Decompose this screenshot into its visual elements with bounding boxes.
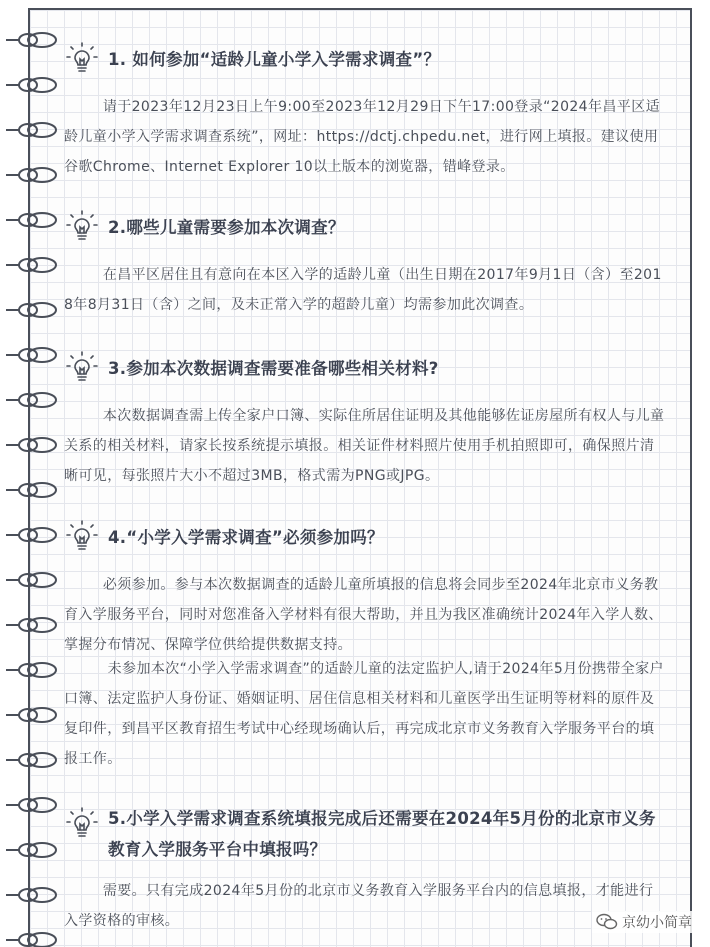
question-3: [62, 347, 439, 387]
spiral-ring: [6, 78, 56, 92]
spiral-ring: [6, 753, 56, 767]
spiral-ring: [6, 33, 56, 47]
spiral-ring: [6, 708, 56, 722]
answer-4-paragraph-2: 未参加本次“小学入学需求调查”的适龄儿童的法定监护人,请于2024年5月份携带全家户口簿、法定监护人身份证、婚姻证明、居住信息相关材料和儿童医学出生证明等材料的原件及复印件，到昌平区教育招生考试中心经现场确认后，再完成北京市义务教育入学服务平台的填报工作。: [64, 661, 664, 767]
spiral-ring: [6, 303, 56, 317]
answer-4-paragraph-1: 必须参加。参与本次数据调查的适龄儿童所填报的信息将会同步至2024年北京市义务教育入学服务平台，同时对您准备入学材料有很大帮助，并且为我区准确统计2024年入学人数、掌握分布情况、保障学位供给提供数据支持。: [64, 577, 663, 653]
spiral-ring: [6, 843, 56, 857]
wechat-icon: [596, 913, 618, 931]
lightbulb-icon: [62, 516, 102, 556]
spiral-ring: [6, 213, 56, 227]
question-2: [62, 206, 345, 246]
spiral-ring: [6, 393, 56, 407]
lightbulb-icon: [62, 206, 102, 246]
spiral-ring: [6, 168, 56, 182]
answer-3: 本次数据调查需上传全家户口簿、实际住所居住证明及其他能够佐证房屋所有权人与儿童关系的相关材料，请家长按系统提示填报。相关证件材料照片使用手机拍照即可，确保照片清晰可见，每张照片大小不超过3MB，格式需为PNG或JPG。: [64, 408, 665, 484]
answer-5: 需要。只有完成2024年5月份的北京市义务教育入学服务平台内的信息填报，才能进行入学资格的审核。: [64, 883, 654, 929]
spiral-ring: [6, 528, 56, 542]
watermark-label: 京幼小简章: [622, 915, 692, 931]
question-5-title: 5.小学入学需求调查系统填报完成后还需要在2024年5月份的北京市义务教育入学服务平台中填报吗？: [108, 809, 656, 859]
lightbulb-icon: [62, 38, 102, 78]
answer-1: 请于2023年12月23日上午9:00至2023年12月29日下午17:00登录“2024年昌平区适龄儿童小学入学需求调查系统”，网址：https://dctj.chpedu.net，进行网上填报。建议使用谷歌Chrome、Internet Explorer 10以上版本的浏览器，错峰登录。: [64, 99, 660, 175]
spiral-ring: [6, 663, 56, 677]
wechat-watermark: [592, 911, 696, 933]
lightbulb-icon: [62, 347, 102, 387]
spiral-ring: [6, 438, 56, 452]
spiral-ring: [6, 348, 56, 362]
spiral-ring: [6, 798, 56, 812]
question-4: [62, 516, 384, 556]
spiral-ring: [6, 483, 56, 497]
spiral-binding: [4, 0, 64, 947]
answer-2: 在昌平区居住且有意向在本区入学的适龄儿童（出生日期在2017年9月1日（含）至2018年8月31日（含）之间，及未正常入学的超龄儿童）均需参加此次调查。: [64, 267, 662, 313]
spiral-ring: [6, 258, 56, 272]
spiral-ring: [6, 618, 56, 632]
spiral-ring: [6, 888, 56, 902]
question-4-title: 4.“小学入学需求调查”必须参加吗？: [108, 528, 384, 547]
spiral-ring: [6, 573, 56, 587]
spiral-ring: [6, 933, 56, 947]
question-2-title: 2.哪些儿童需要参加本次调查？: [108, 218, 345, 237]
question-1-title: 1. 如何参加“适龄儿童小学入学需求调查”？: [108, 50, 441, 69]
question-3-title: 3.参加本次数据调查需要准备哪些相关材料?: [108, 359, 439, 378]
question-1: [62, 38, 440, 78]
spiral-ring: [6, 123, 56, 137]
lightbulb-icon: [62, 803, 102, 843]
